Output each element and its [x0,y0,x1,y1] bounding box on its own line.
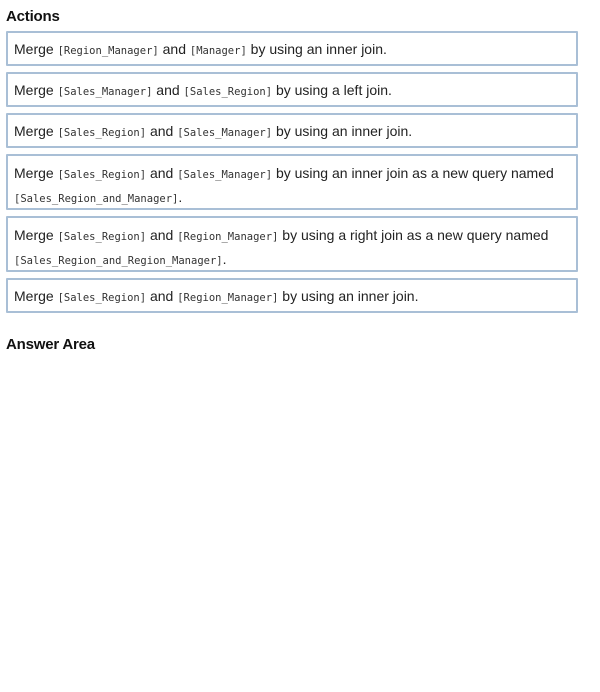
query-name-code: [Sales_Manager] [57,86,153,98]
action-text: by using an inner join. [278,288,419,304]
action-item-merge-sales-manager-sales-region-left[interactable] [6,72,578,107]
action-item-merge-region-manager-manager[interactable] [6,31,578,66]
action-text: . [222,251,227,267]
query-name-code: [Sales_Region] [57,127,147,139]
action-text: Merge [14,82,58,98]
query-name-code: [Sales_Region] [57,231,147,243]
action-text: and [158,41,190,57]
action-text: by using a right join as a new query named [278,227,549,243]
query-name-code: [Region_Manager] [177,292,279,304]
action-text: by using an inner join as a new query named [272,165,554,181]
action-text: and [146,227,178,243]
action-text: Merge [14,288,58,304]
action-text: and [146,288,178,304]
answer-area-drop-zone[interactable] [6,360,578,680]
action-text: by using a left join. [272,82,392,98]
query-name-code: [Sales_Region_and_Manager] [14,193,179,205]
query-name-code: [Sales_Region] [183,86,273,98]
actions-heading: Actions [6,8,60,25]
query-name-code: [Region_Manager] [57,45,159,57]
actions-list [6,31,578,319]
action-text: by using an inner join. [272,123,413,139]
query-name-code: [Sales_Region_and_Region_Manager] [14,255,223,267]
query-name-code: [Sales_Manager] [177,169,273,181]
action-item-merge-sales-region-region-manager-right[interactable] [6,216,578,272]
query-name-code: [Region_Manager] [177,231,279,243]
answer-area-heading: Answer Area [6,336,95,353]
query-name-code: [Manager] [189,45,247,57]
query-name-code: [Sales_Region] [57,292,147,304]
query-name-code: [Sales_Region] [57,169,147,181]
action-text: Merge [14,123,58,139]
action-text: . [178,189,183,205]
query-name-code: [Sales_Manager] [177,127,273,139]
action-text: Merge [14,165,58,181]
action-text: Merge [14,227,58,243]
action-item-merge-sales-region-sales-manager-inner[interactable] [6,113,578,148]
action-item-merge-sales-region-sales-manager-new-query[interactable] [6,154,578,210]
action-text: Merge [14,41,58,57]
action-text: and [152,82,184,98]
action-text: by using an inner join. [246,41,387,57]
action-text: and [146,165,178,181]
action-item-merge-sales-region-region-manager-inner[interactable] [6,278,578,313]
action-text: and [146,123,178,139]
